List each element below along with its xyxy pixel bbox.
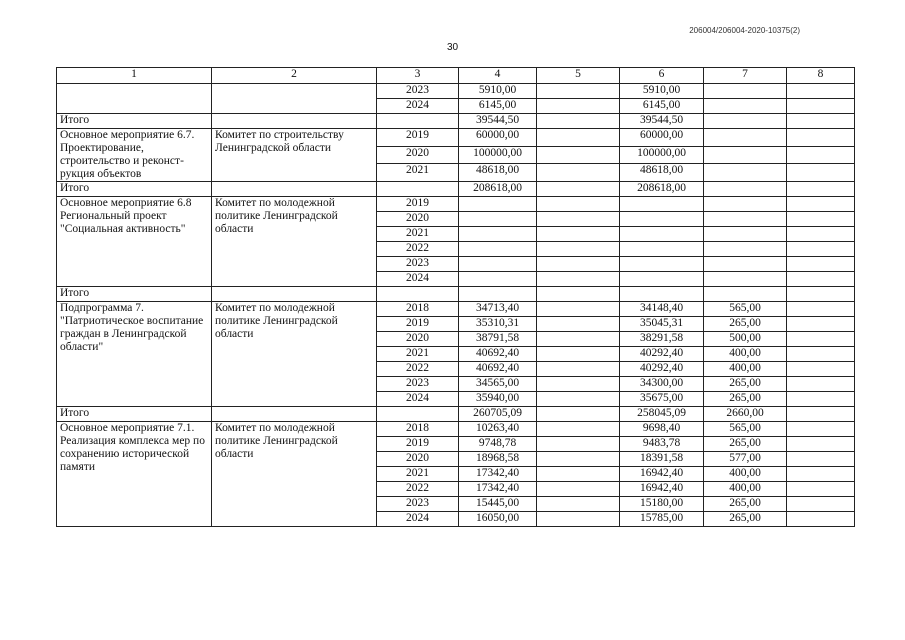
year-cell: 2022: [377, 362, 459, 377]
value-cell-c4: [459, 242, 537, 257]
value-cell-c6: 38291,58: [620, 332, 704, 347]
activity-name: Основное мероприятие 7.1. Реализация комплекса мер по сохранению исторической памяти: [57, 422, 212, 527]
value-cell-c6: 18391,58: [620, 452, 704, 467]
value-cell-c4: 18968,58: [459, 452, 537, 467]
value-cell-c8: [787, 317, 855, 332]
value-cell-c7: [704, 257, 787, 272]
value-cell-c6: 40292,40: [620, 362, 704, 377]
value-cell-c6: 100000,00: [620, 146, 704, 164]
value-cell-c6: 16942,40: [620, 482, 704, 497]
value-cell-c4: 5910,00: [459, 84, 537, 99]
year-cell: 2023: [377, 377, 459, 392]
value-cell-c7: 500,00: [704, 332, 787, 347]
value-cell-c5: [537, 317, 620, 332]
value-cell-c4: [459, 212, 537, 227]
value-cell-c8: [787, 482, 855, 497]
value-cell-c6: 35045,31: [620, 317, 704, 332]
year-cell: 2019: [377, 437, 459, 452]
total-row: [57, 287, 855, 302]
value-cell-c6: 5910,00: [620, 84, 704, 99]
value-cell-c7: 265,00: [704, 317, 787, 332]
value-cell-c6: 48618,00: [620, 164, 704, 182]
header-row: [57, 68, 855, 84]
value-cell-c4: 34713,40: [459, 302, 537, 317]
value-cell-c7: [704, 84, 787, 99]
activity-name: Основное мероприятие 6.7. Проектирование, строительство и реконст-рукция объектов: [57, 129, 212, 182]
value-cell-c5: [537, 512, 620, 527]
value-cell-c5: [537, 242, 620, 257]
value-cell-c6: [620, 272, 704, 287]
value-cell-c5: [537, 197, 620, 212]
value-cell-c8: [787, 437, 855, 452]
value-cell-c7: [704, 197, 787, 212]
total-label: Итого: [57, 182, 212, 197]
year-cell: 2019: [377, 129, 459, 147]
executor-name: Комитет по молодежной политике Ленинградской области: [212, 422, 377, 527]
value-cell-c6: 34300,00: [620, 377, 704, 392]
year-cell: 2019: [377, 317, 459, 332]
total-row: [57, 182, 855, 197]
value-cell-c8: [787, 197, 855, 212]
value-cell-c8: [787, 332, 855, 347]
value-cell-c7: 577,00: [704, 452, 787, 467]
year-cell: [377, 114, 459, 129]
value-cell-c5: [537, 377, 620, 392]
value-cell-c7: [704, 129, 787, 147]
value-cell-c8: [787, 512, 855, 527]
executor-cell: [212, 182, 377, 197]
value-cell-c5: [537, 129, 620, 147]
value-cell-c4: 48618,00: [459, 164, 537, 182]
value-cell-c5: [537, 227, 620, 242]
value-cell-c6: 40292,40: [620, 347, 704, 362]
value-cell-c4: [459, 227, 537, 242]
value-cell-c5: [537, 212, 620, 227]
year-cell: 2024: [377, 392, 459, 407]
value-cell-c6: [620, 257, 704, 272]
table-row: [57, 129, 855, 147]
value-cell-c4: 17342,40: [459, 467, 537, 482]
year-cell: [377, 407, 459, 422]
year-cell: 2021: [377, 347, 459, 362]
year-cell: 2020: [377, 332, 459, 347]
value-cell-c4: [459, 287, 537, 302]
executor-name: Комитет по строительству Ленинградской области: [212, 129, 377, 182]
value-cell-c8: [787, 272, 855, 287]
value-cell-c8: [787, 212, 855, 227]
value-cell-c5: [537, 182, 620, 197]
value-cell-c4: 10263,40: [459, 422, 537, 437]
value-cell-c7: [704, 212, 787, 227]
value-cell-c7: [704, 287, 787, 302]
value-cell-c7: [704, 164, 787, 182]
value-cell-c7: 565,00: [704, 302, 787, 317]
value-cell-c4: [459, 272, 537, 287]
value-cell-c5: [537, 272, 620, 287]
value-cell-c8: [787, 377, 855, 392]
value-cell-c5: [537, 287, 620, 302]
table-row: [57, 422, 855, 437]
value-cell-c4: 35940,00: [459, 392, 537, 407]
page-number: 30: [446, 42, 459, 53]
value-cell-c5: [537, 99, 620, 114]
value-cell-c5: [537, 347, 620, 362]
executor-cell: [212, 114, 377, 129]
value-cell-c7: [704, 242, 787, 257]
value-cell-c6: [620, 242, 704, 257]
value-cell-c7: 565,00: [704, 422, 787, 437]
value-cell-c6: 15180,00: [620, 497, 704, 512]
value-cell-c6: [620, 287, 704, 302]
executor-name: [212, 84, 377, 114]
value-cell-c6: [620, 197, 704, 212]
value-cell-c8: [787, 182, 855, 197]
total-label: Итого: [57, 114, 212, 129]
value-cell-c5: [537, 257, 620, 272]
value-cell-c8: [787, 242, 855, 257]
value-cell-c6: [620, 227, 704, 242]
value-cell-c8: [787, 146, 855, 164]
value-cell-c8: [787, 392, 855, 407]
value-cell-c7: [704, 227, 787, 242]
value-cell-c8: [787, 467, 855, 482]
value-cell-c7: [704, 114, 787, 129]
value-cell-c4: 40692,40: [459, 347, 537, 362]
year-cell: 2019: [377, 197, 459, 212]
total-label: Итого: [57, 407, 212, 422]
value-cell-c5: [537, 422, 620, 437]
total-row: [57, 407, 855, 422]
value-cell-c6: 9483,78: [620, 437, 704, 452]
value-cell-c7: [704, 272, 787, 287]
value-cell-c4: 260705,09: [459, 407, 537, 422]
value-cell-c7: 400,00: [704, 482, 787, 497]
activity-name: Подпрограмма 7. "Патриотическое воспитание граждан в Ленинградской области": [57, 302, 212, 407]
value-cell-c5: [537, 482, 620, 497]
year-cell: 2023: [377, 497, 459, 512]
value-cell-c4: 208618,00: [459, 182, 537, 197]
value-cell-c8: [787, 347, 855, 362]
total-row: [57, 114, 855, 129]
value-cell-c6: 15785,00: [620, 512, 704, 527]
value-cell-c7: [704, 146, 787, 164]
value-cell-c7: 265,00: [704, 377, 787, 392]
value-cell-c4: [459, 257, 537, 272]
year-cell: 2021: [377, 164, 459, 182]
value-cell-c8: [787, 84, 855, 99]
year-cell: 2024: [377, 99, 459, 114]
value-cell-c8: [787, 497, 855, 512]
value-cell-c4: 9748,78: [459, 437, 537, 452]
header-cell: 3: [377, 68, 459, 84]
year-cell: [377, 287, 459, 302]
value-cell-c7: 400,00: [704, 467, 787, 482]
table-row: [57, 302, 855, 317]
year-cell: 2020: [377, 146, 459, 164]
value-cell-c7: 265,00: [704, 497, 787, 512]
value-cell-c7: 265,00: [704, 512, 787, 527]
value-cell-c6: 39544,50: [620, 114, 704, 129]
year-cell: 2023: [377, 84, 459, 99]
value-cell-c7: [704, 99, 787, 114]
value-cell-c4: 38791,58: [459, 332, 537, 347]
header-cell: 4: [459, 68, 537, 84]
value-cell-c4: 100000,00: [459, 146, 537, 164]
value-cell-c6: 35675,00: [620, 392, 704, 407]
value-cell-c8: [787, 114, 855, 129]
value-cell-c4: 15445,00: [459, 497, 537, 512]
value-cell-c5: [537, 114, 620, 129]
executor-cell: [212, 407, 377, 422]
value-cell-c5: [537, 437, 620, 452]
executor-cell: [212, 287, 377, 302]
header-cell: 1: [57, 68, 212, 84]
table-row: [57, 197, 855, 212]
value-cell-c6: 258045,09: [620, 407, 704, 422]
value-cell-c4: 60000,00: [459, 129, 537, 147]
year-cell: 2020: [377, 452, 459, 467]
year-cell: 2020: [377, 212, 459, 227]
value-cell-c5: [537, 302, 620, 317]
value-cell-c8: [787, 362, 855, 377]
table-row: [57, 84, 855, 99]
value-cell-c4: 16050,00: [459, 512, 537, 527]
year-cell: 2022: [377, 242, 459, 257]
value-cell-c8: [787, 164, 855, 182]
value-cell-c5: [537, 164, 620, 182]
value-cell-c7: [704, 182, 787, 197]
value-cell-c7: 400,00: [704, 347, 787, 362]
year-cell: 2021: [377, 227, 459, 242]
value-cell-c4: 35310,31: [459, 317, 537, 332]
value-cell-c4: 6145,00: [459, 99, 537, 114]
activity-name: Основное мероприятие 6.8 Региональный проект "Социальная активность": [57, 197, 212, 287]
budget-table: [56, 67, 855, 527]
year-cell: 2024: [377, 272, 459, 287]
value-cell-c4: 40692,40: [459, 362, 537, 377]
year-cell: 2018: [377, 302, 459, 317]
executor-name: Комитет по молодежной политике Ленинградской области: [212, 197, 377, 287]
value-cell-c8: [787, 302, 855, 317]
value-cell-c6: 60000,00: [620, 129, 704, 147]
value-cell-c6: [620, 212, 704, 227]
header-cell: 5: [537, 68, 620, 84]
year-cell: 2022: [377, 482, 459, 497]
document-code: 206004/206004-2020-10375(2): [689, 26, 800, 35]
value-cell-c7: 400,00: [704, 362, 787, 377]
value-cell-c8: [787, 407, 855, 422]
value-cell-c4: 17342,40: [459, 482, 537, 497]
value-cell-c5: [537, 362, 620, 377]
value-cell-c6: 9698,40: [620, 422, 704, 437]
value-cell-c4: 34565,00: [459, 377, 537, 392]
header-cell: 2: [212, 68, 377, 84]
value-cell-c8: [787, 452, 855, 467]
value-cell-c8: [787, 257, 855, 272]
value-cell-c5: [537, 84, 620, 99]
year-cell: [377, 182, 459, 197]
value-cell-c4: 39544,50: [459, 114, 537, 129]
value-cell-c8: [787, 99, 855, 114]
header-cell: 6: [620, 68, 704, 84]
year-cell: 2021: [377, 467, 459, 482]
activity-name: [57, 84, 212, 114]
value-cell-c7: 265,00: [704, 392, 787, 407]
value-cell-c5: [537, 392, 620, 407]
table-body: [57, 68, 855, 527]
total-label: Итого: [57, 287, 212, 302]
header-cell: 7: [704, 68, 787, 84]
executor-name: Комитет по молодежной политике Ленинградской области: [212, 302, 377, 407]
value-cell-c8: [787, 287, 855, 302]
value-cell-c5: [537, 332, 620, 347]
year-cell: 2018: [377, 422, 459, 437]
value-cell-c5: [537, 452, 620, 467]
value-cell-c6: 34148,40: [620, 302, 704, 317]
value-cell-c5: [537, 497, 620, 512]
value-cell-c6: 208618,00: [620, 182, 704, 197]
value-cell-c5: [537, 146, 620, 164]
value-cell-c6: 16942,40: [620, 467, 704, 482]
value-cell-c6: 6145,00: [620, 99, 704, 114]
value-cell-c4: [459, 197, 537, 212]
value-cell-c8: [787, 422, 855, 437]
value-cell-c5: [537, 467, 620, 482]
year-cell: 2023: [377, 257, 459, 272]
value-cell-c7: 2660,00: [704, 407, 787, 422]
value-cell-c8: [787, 227, 855, 242]
value-cell-c8: [787, 129, 855, 147]
value-cell-c5: [537, 407, 620, 422]
year-cell: 2024: [377, 512, 459, 527]
value-cell-c7: 265,00: [704, 437, 787, 452]
header-cell: 8: [787, 68, 855, 84]
